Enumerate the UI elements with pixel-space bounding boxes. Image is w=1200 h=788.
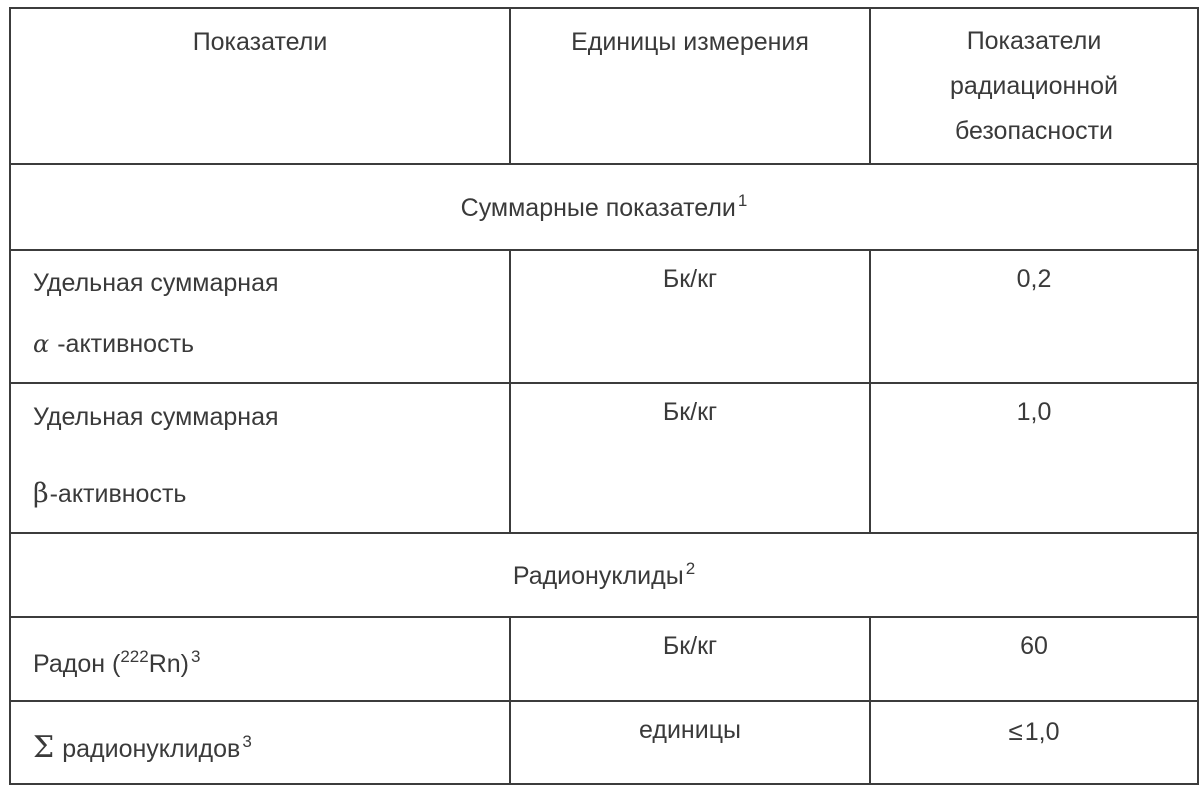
less-or-equal-symbol: ≤ — [1008, 716, 1023, 746]
row-alpha-unit: Бк/кг — [510, 250, 870, 383]
row-sum-value: 1,0 — [1024, 718, 1060, 746]
section-summary-note: 1 — [737, 191, 748, 210]
header-indicators: Показатели — [10, 8, 510, 164]
section-summary — [10, 164, 1198, 250]
header-row — [10, 8, 1198, 164]
row-sum-value-cell — [870, 701, 1198, 784]
row-beta-value: 1,0 — [870, 383, 1198, 533]
section-summary-row — [10, 164, 1198, 250]
row-radon-note: 3 — [191, 647, 201, 666]
section-summary-label: Суммарные показатели — [460, 194, 736, 222]
section-radionuclides-note: 2 — [685, 559, 696, 578]
row-sum-label: радионуклидов — [62, 735, 241, 763]
beta-symbol: β — [33, 478, 49, 509]
row-radon-name — [10, 617, 510, 701]
radiation-safety-table — [9, 7, 1199, 785]
section-radionuclides-row — [10, 533, 1198, 617]
section-radionuclides — [10, 533, 1198, 617]
row-beta-name — [10, 383, 510, 533]
header-safety-line-2: радиационной — [950, 72, 1118, 100]
table-row — [10, 617, 1198, 701]
row-alpha-line2-wrap — [33, 304, 509, 362]
header-safety-indicators — [870, 8, 1198, 164]
row-beta-line1: Удельная суммарная — [33, 403, 279, 431]
row-alpha-line2: -активность — [57, 330, 195, 358]
table-row — [10, 701, 1198, 784]
section-radionuclides-label: Радионуклиды — [512, 562, 684, 590]
row-alpha-name — [10, 250, 510, 383]
row-sum-name — [10, 701, 510, 784]
alpha-symbol: α — [33, 330, 50, 358]
row-radon-unit: Бк/кг — [510, 617, 870, 701]
row-beta-line2: -активность — [49, 480, 187, 508]
row-alpha-value: 0,2 — [870, 250, 1198, 383]
header-units: Единицы измерения — [510, 8, 870, 164]
row-radon-prefix: Радон ( — [33, 650, 121, 678]
row-sum-unit: единицы — [510, 701, 870, 784]
header-safety-line-3: безопасности — [954, 117, 1114, 145]
row-beta-line2-wrap — [33, 438, 509, 512]
row-radon-element: Rn) — [148, 650, 189, 678]
row-beta-unit: Бк/кг — [510, 383, 870, 533]
table-row — [10, 250, 1198, 383]
row-sum-note: 3 — [242, 732, 252, 751]
radon-mass-number: 222 — [120, 647, 149, 666]
row-radon-value: 60 — [870, 617, 1198, 701]
row-alpha-line1: Удельная суммарная — [33, 269, 279, 297]
table-row — [10, 383, 1198, 533]
header-safety-line-1: Показатели — [966, 27, 1102, 55]
sigma-symbol: Σ — [33, 730, 55, 765]
